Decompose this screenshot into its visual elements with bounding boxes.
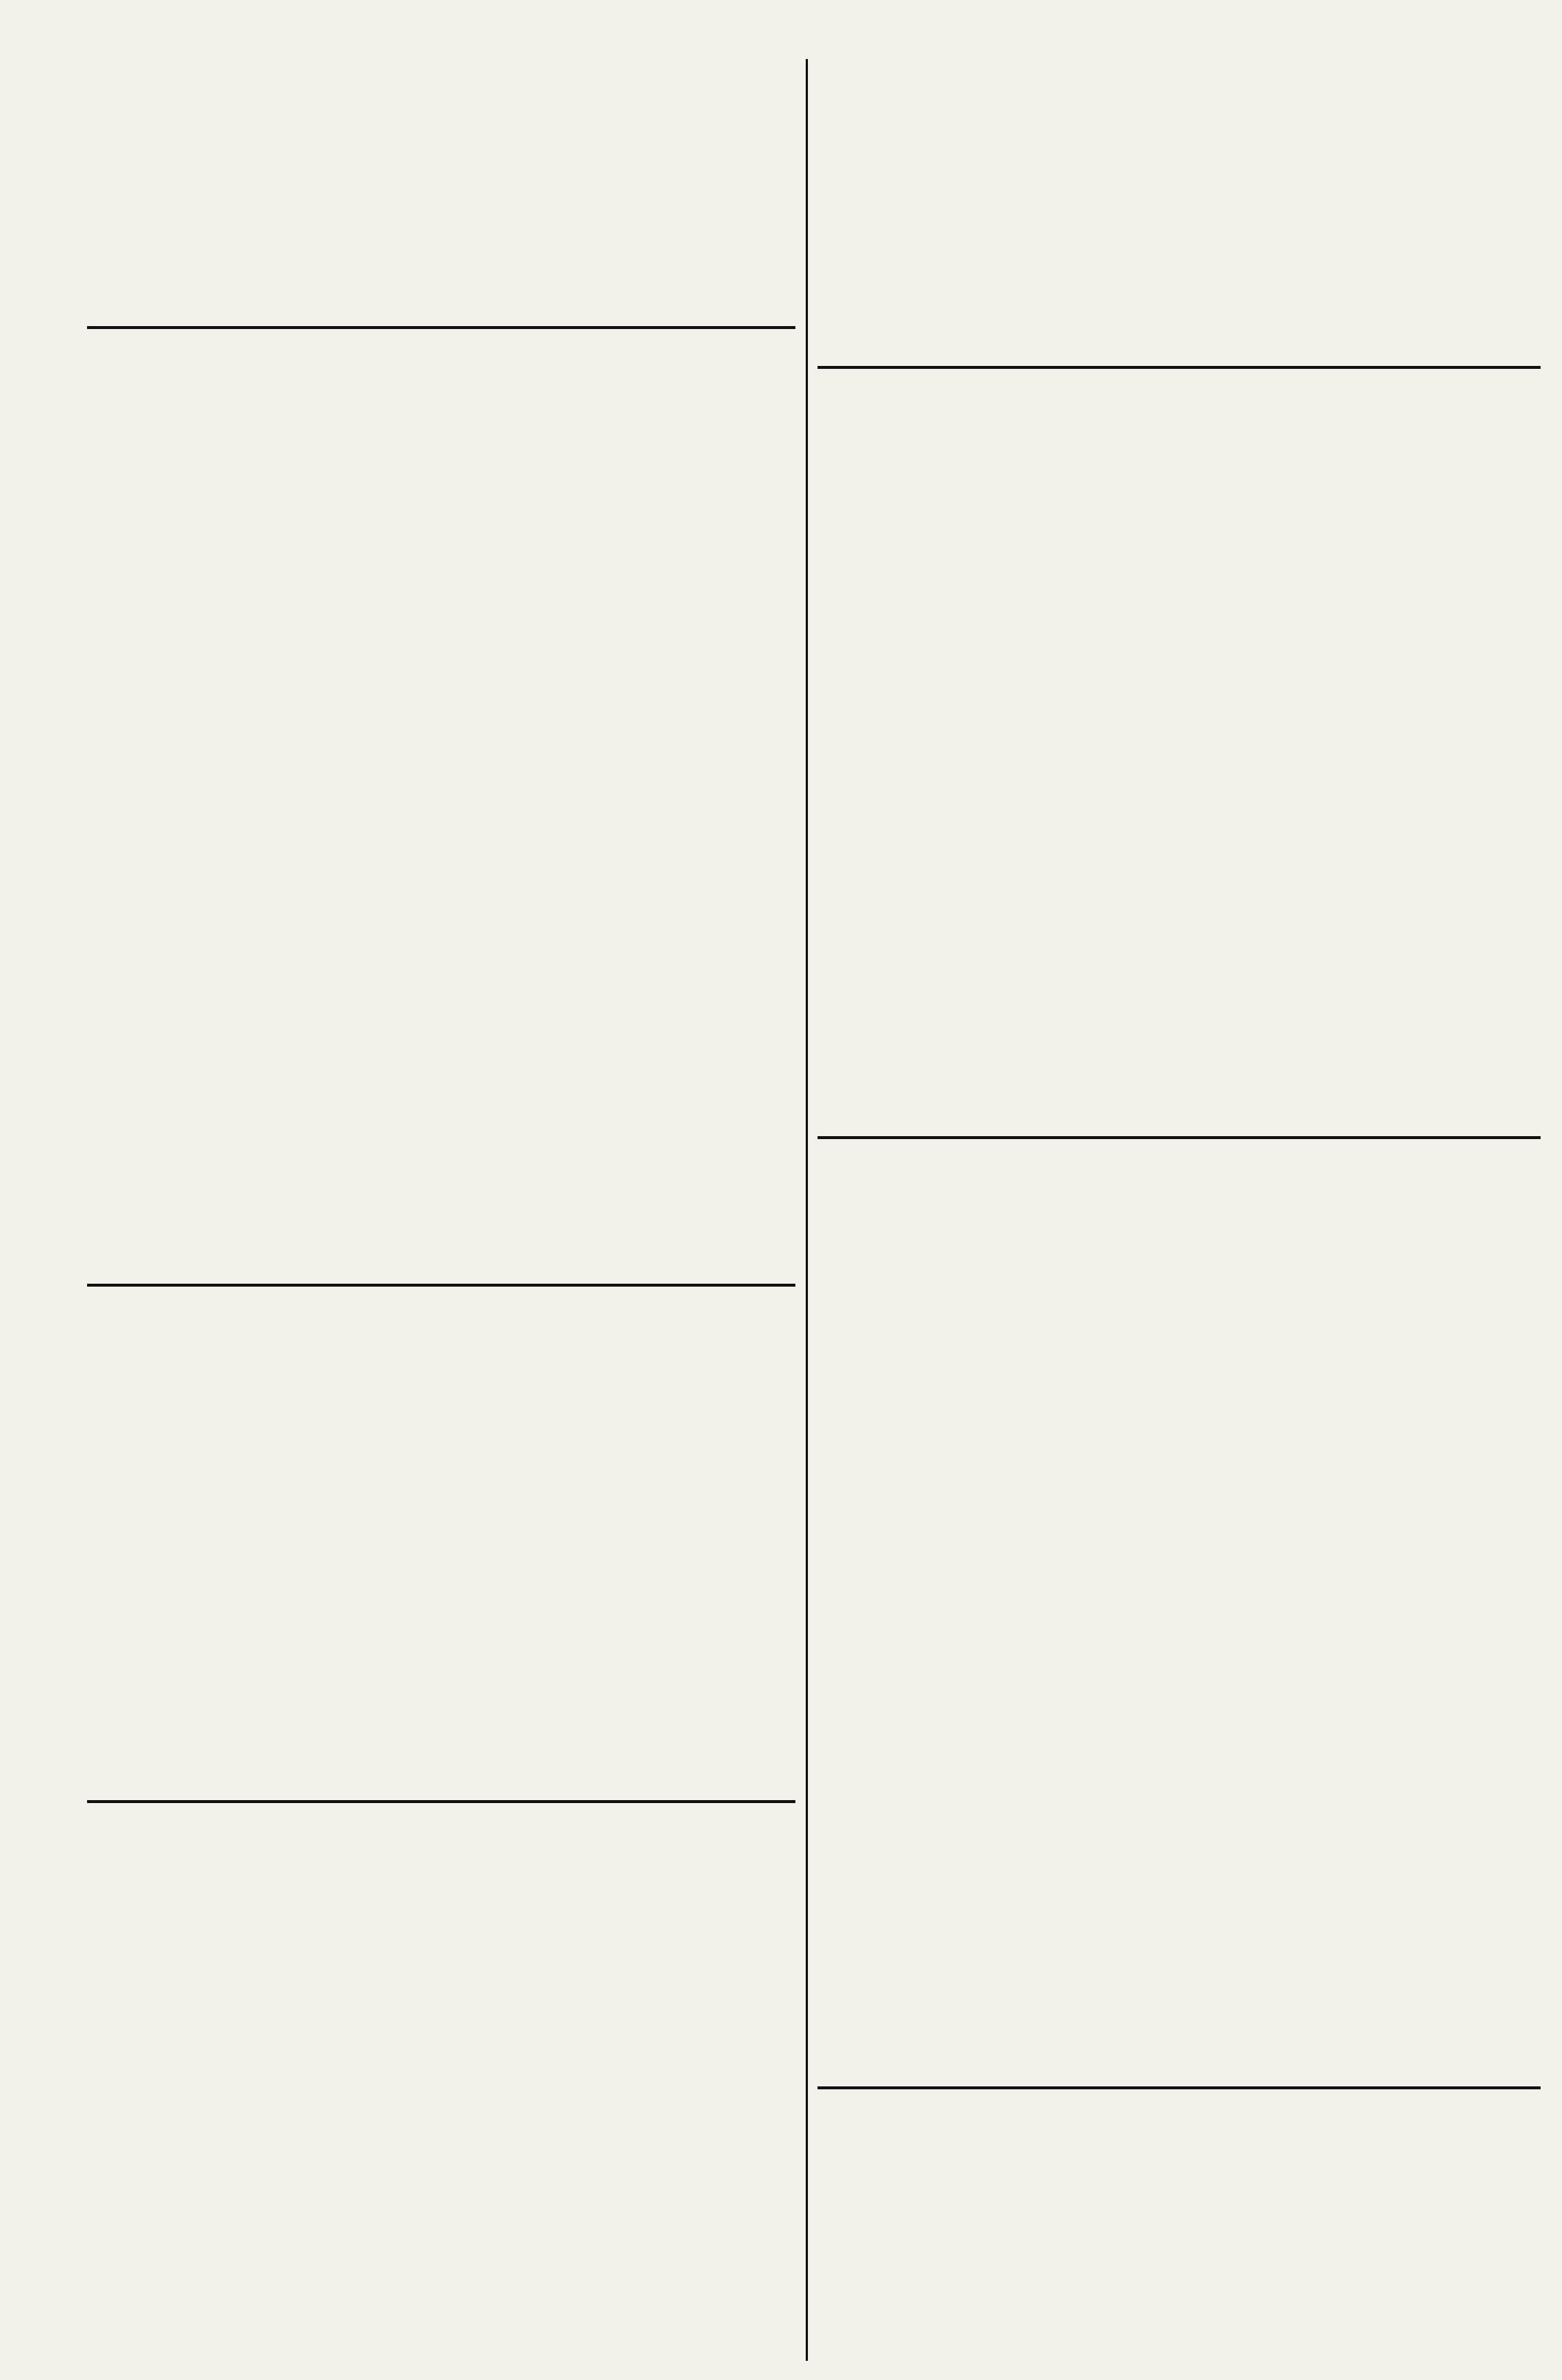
column-divider <box>806 59 808 2361</box>
running-header <box>44 6 1535 40</box>
rule <box>87 326 795 329</box>
rule <box>818 2086 1541 2089</box>
rule <box>818 366 1541 369</box>
rule <box>818 1136 1541 1139</box>
rule <box>87 1284 795 1287</box>
rule <box>87 1800 795 1803</box>
